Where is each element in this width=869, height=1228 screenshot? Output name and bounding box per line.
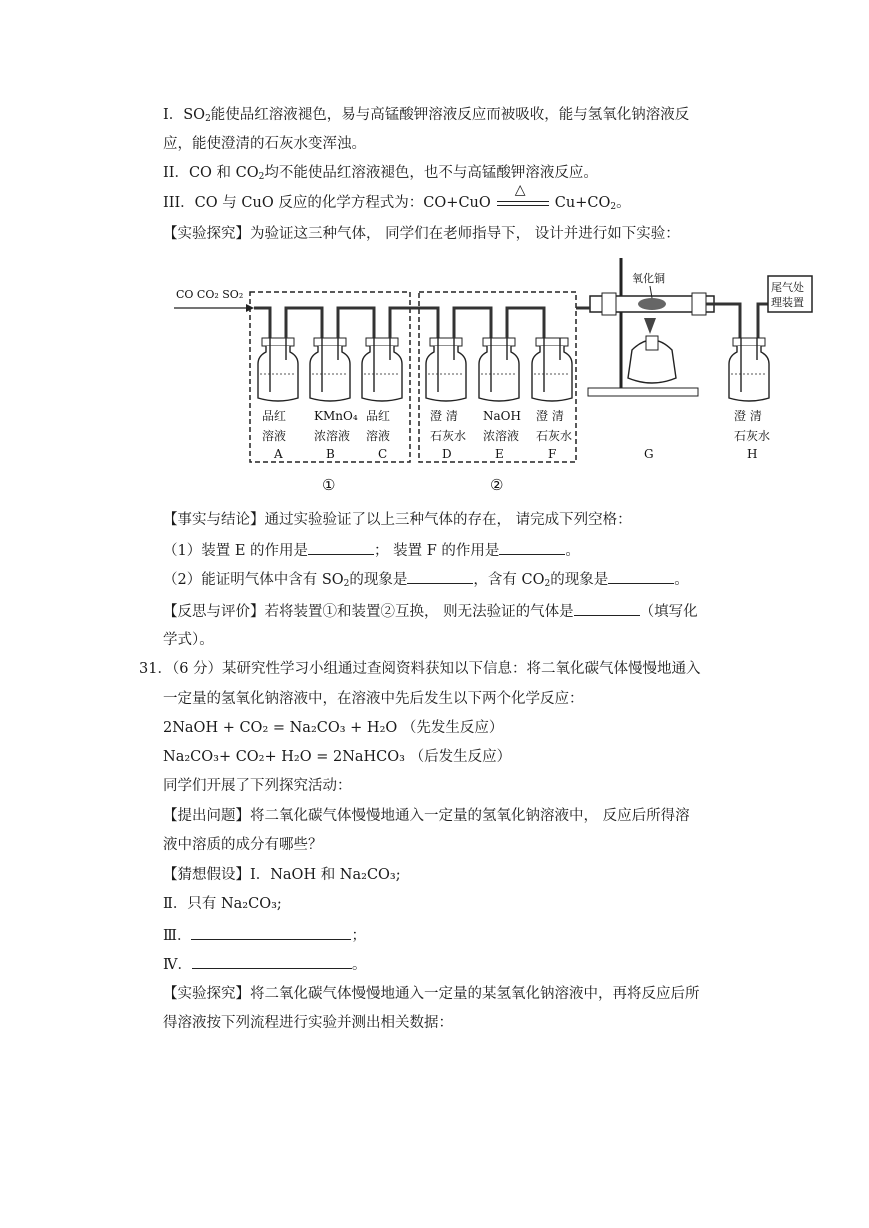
bottles-group: [258, 308, 572, 461]
bottle-letter: E: [495, 447, 504, 461]
inlet-label: CO CO₂ SO₂: [176, 288, 244, 301]
hypothesis-2: Ⅱ．只有 Na₂CO₃;: [163, 896, 282, 912]
experiment-intro: 【实验探究】为验证这三种气体， 同学们在老师指导下， 设计并进行如下实验：: [163, 226, 680, 242]
blank-hypothesis-3[interactable]: [191, 925, 351, 940]
connector-tube: [286, 308, 322, 338]
bottle-reagent-line-1: KMnO₄: [314, 409, 358, 423]
blank-unverifiable-gas[interactable]: [574, 601, 640, 616]
bottle-h: [729, 338, 769, 401]
stand-base: [588, 388, 698, 396]
tail-gas-label-1: 尾气处: [771, 281, 804, 294]
q31-line-2: 一定量的氢氧化钠溶液中，在溶液中先后发生以下两个化学反应：: [163, 691, 584, 707]
tube-in: [254, 308, 270, 338]
bottle-reagent-line-2: 石灰水: [536, 429, 573, 443]
tube-to-tail: [758, 304, 768, 338]
hypothesis-3: Ⅲ． ；: [163, 925, 366, 946]
bottle-reagent-line-1: 品红: [262, 409, 287, 423]
question-2: （2）能证明气体中含有 $SO_2$的现象是 ，含有 $CO_2$的现象是 。: [163, 569, 689, 594]
bottle-5: [532, 338, 572, 401]
question-1: （1）装置 E 的作用是 ； 装置 F 的作用是 。: [163, 540, 580, 561]
q31-experiment-cont: 得溶液按下列流程进行实验并测出相关数据：: [163, 1015, 453, 1031]
copper-oxide-sample: [638, 298, 666, 310]
info-line-2: II．CO 和 $CO_2$均不能使品红溶液褪色，也不与高锰酸钾溶液反应。: [163, 165, 598, 182]
tube-stopper-right: [692, 293, 706, 315]
blank-co2-phenomenon[interactable]: [608, 569, 674, 584]
bottle-reagent-line-1: NaOH: [483, 409, 521, 423]
q31-question: 【提出问题】将二氧化碳气体慢慢地通入一定量的氢氧化钠溶液中， 反应后所得溶: [163, 808, 690, 824]
hypothesis-1: 【猜想假设】Ⅰ．NaOH 和 Na₂CO₃;: [163, 867, 401, 883]
copper-oxide-label: 氧化铜: [632, 272, 665, 285]
q31-equation-2: Na₂CO₃+ CO₂+ H₂O = 2NaHCO₃ （后发生反应）: [163, 749, 512, 765]
facts-heading: 【事实与结论】通过实验验证了以上三种气体的存在， 请完成下列空格：: [163, 512, 632, 528]
label-h-r1: 澄 清: [734, 409, 762, 423]
tube-stopper-left: [602, 293, 616, 315]
blank-e-purpose[interactable]: [308, 540, 374, 555]
bottle-4: [479, 338, 519, 401]
connector-tube: [454, 308, 491, 338]
bottle-3: [426, 338, 466, 401]
bottle-0: [258, 338, 298, 401]
tail-gas-label-2: 理装置: [771, 296, 804, 309]
info-line-1-cont: 应，能使澄清的石灰水变浑浊。: [163, 136, 366, 152]
blank-f-purpose[interactable]: [499, 540, 565, 555]
bottle-reagent-line-2: 石灰水: [430, 429, 467, 443]
bottle-letter: B: [326, 447, 335, 461]
q31-equation-1: 2NaOH + CO₂ = Na₂CO₃ + H₂O （先发生反应）: [163, 720, 504, 736]
bottle-reagent-line-2: 溶液: [366, 429, 391, 443]
q31-question-cont: 液中溶质的成分有哪些？: [163, 837, 323, 853]
blank-hypothesis-4[interactable]: [192, 954, 352, 969]
label-h: H: [747, 447, 758, 461]
reflection-cont: 学式）。: [163, 632, 214, 648]
label-g: G: [644, 447, 654, 461]
bottle-letter: D: [442, 447, 452, 461]
flame: [644, 318, 656, 334]
bottle-reagent-line-1: 澄 清: [536, 409, 564, 423]
connector-tube: [507, 308, 544, 338]
connector-tube: [338, 308, 374, 338]
q31-experiment: 【实验探究】将二氧化碳气体慢慢地通入一定量的某氢氧化钠溶液中，再将反应后所: [163, 986, 700, 1002]
bottle-h: [729, 338, 769, 401]
bottle-letter: F: [548, 447, 557, 461]
blank-so2-phenomenon[interactable]: [407, 569, 473, 584]
bottle-1: [310, 338, 350, 401]
bottle-reagent-line-1: 澄 清: [430, 409, 458, 423]
info-line-3: III．CO 与 CuO 反应的化学方程式为：CO+CuO △ $Cu+CO_2$。: [163, 182, 631, 212]
bottle-letter: A: [274, 447, 283, 461]
group-1-label: ①: [322, 476, 336, 494]
label-h-r2: 石灰水: [734, 429, 771, 443]
group-2-label: ②: [490, 476, 504, 494]
bottle-letter: C: [378, 447, 388, 461]
lamp-wick: [646, 336, 658, 350]
bottle-reagent-line-2: 浓溶液: [314, 429, 351, 443]
bottle-reagent-line-2: 溶液: [262, 429, 287, 443]
bottle-reagent-line-2: 浓溶液: [483, 429, 520, 443]
q31-line-3: 同学们开展了下列探究活动：: [163, 778, 352, 794]
hypothesis-4: Ⅳ． 。: [163, 954, 367, 975]
info-line-1: I．$SO_2$能使品红溶液褪色，易与高锰酸钾溶液反应而被吸收，能与氢氧化钠溶液反: [163, 107, 690, 124]
bottle-reagent-line-1: 品红: [366, 409, 391, 423]
q31-line-1: 31．（6 分）某研究性学习小组通过查阅资料获知以下信息：将二氧化碳气体慢慢地通入: [139, 661, 701, 677]
apparatus-diagram: [170, 250, 820, 500]
connector-tube: [390, 308, 438, 338]
reaction-condition: △: [497, 194, 549, 212]
reflection: 【反思与评价】若将装置①和装置②互换， 则无法验证的气体是 （填写化: [163, 601, 698, 622]
bottle-2: [362, 338, 402, 401]
